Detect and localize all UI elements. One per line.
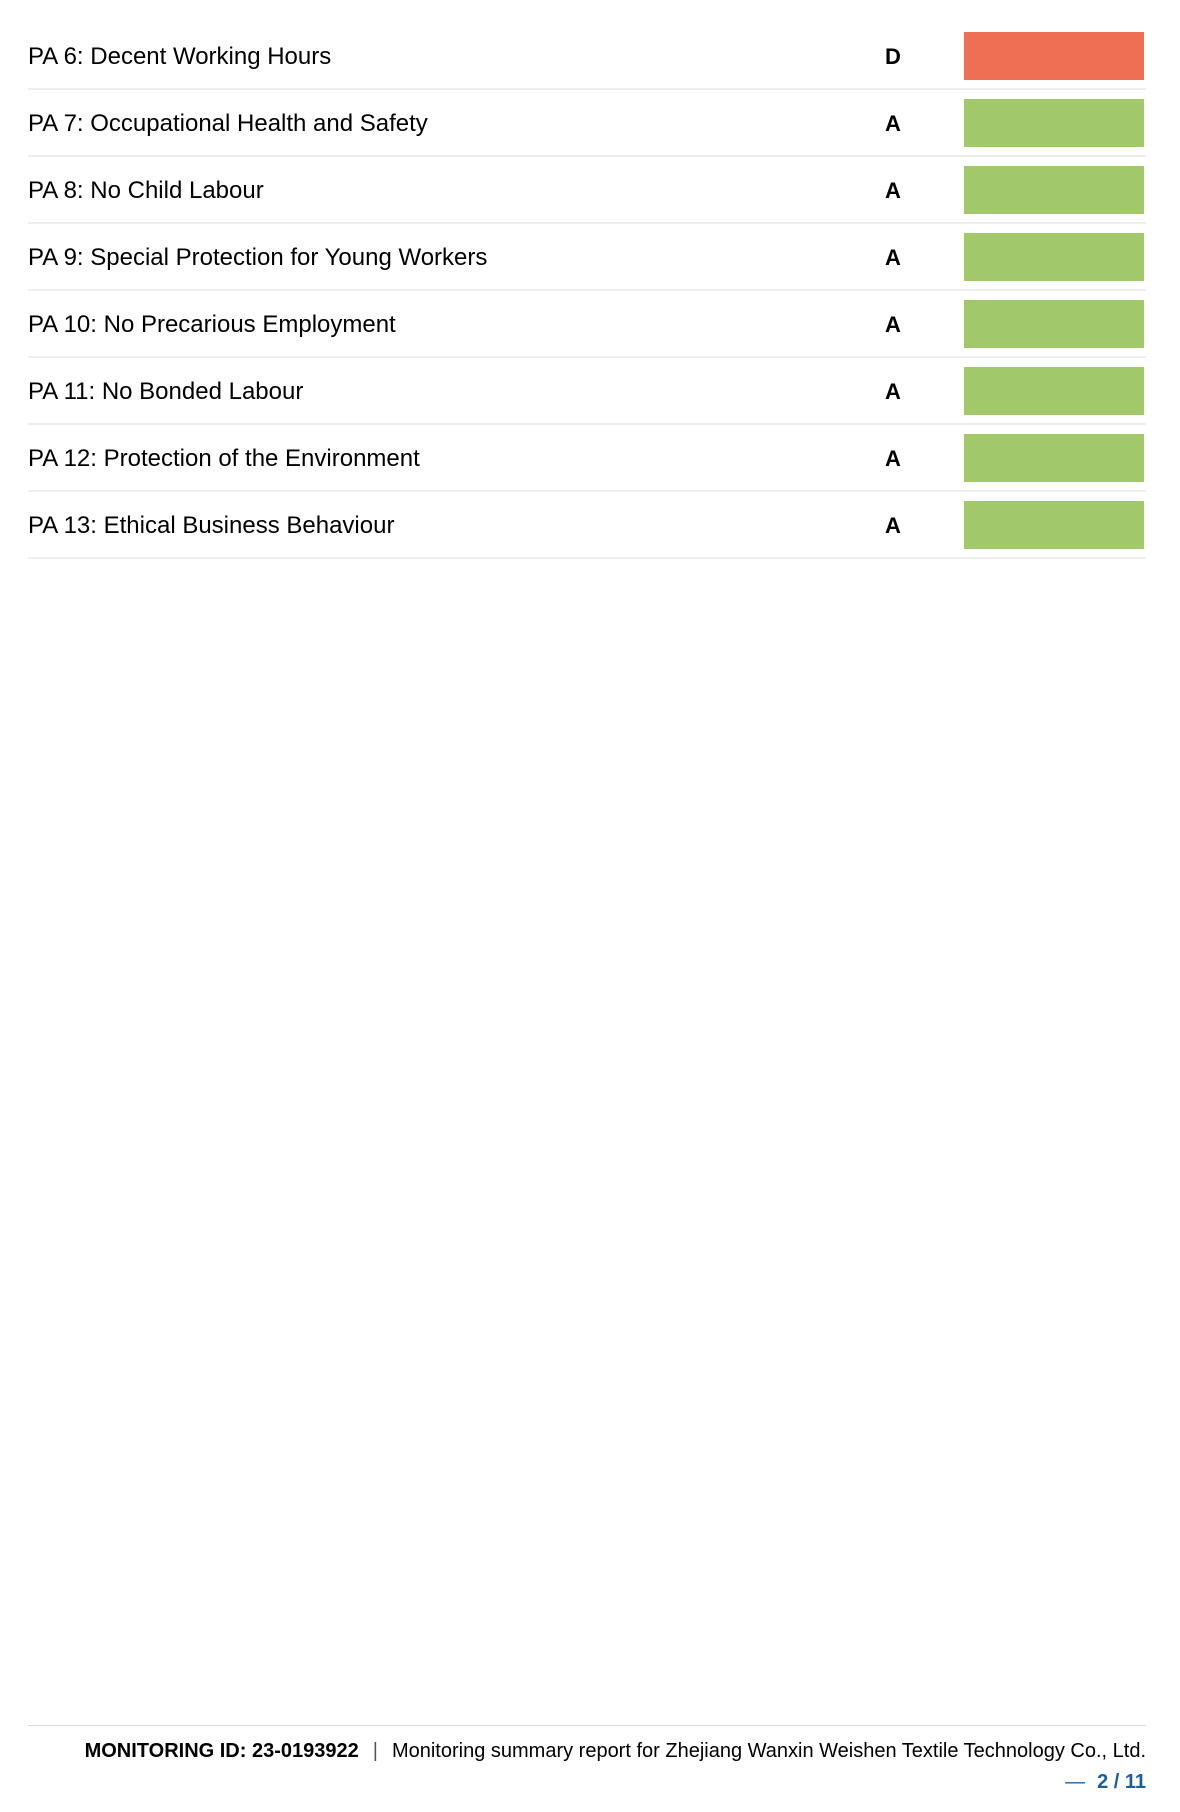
performance-area-label: PA 6: Decent Working Hours xyxy=(28,43,332,70)
rating-grade: A xyxy=(885,312,901,337)
table-row xyxy=(28,358,1146,425)
table-row xyxy=(28,425,1146,492)
rating-color-indicator xyxy=(964,434,1144,482)
page-footer xyxy=(28,1738,1146,1764)
rating-grade: D xyxy=(885,44,901,69)
rating-grade: A xyxy=(885,111,901,136)
footer-separator: | xyxy=(372,1740,378,1762)
page-indicator xyxy=(28,1769,1146,1795)
footer-divider xyxy=(28,1725,1146,1726)
table-row xyxy=(28,23,1146,90)
table-row xyxy=(28,157,1146,224)
performance-area-label: PA 12: Protection of the Environment xyxy=(28,445,420,472)
table-row xyxy=(28,291,1146,358)
performance-area-label: PA 11: No Bonded Labour xyxy=(28,378,304,405)
page-dash: — xyxy=(1065,1771,1086,1793)
performance-area-label: PA 10: No Precarious Employment xyxy=(28,311,396,338)
performance-area-label: PA 7: Occupational Health and Safety xyxy=(28,110,428,137)
rating-color-indicator xyxy=(964,32,1144,80)
page-number: 2 / 11 xyxy=(1097,1771,1146,1793)
rating-color-indicator xyxy=(964,166,1144,214)
performance-area-label: PA 13: Ethical Business Behaviour xyxy=(28,512,395,539)
table-row xyxy=(28,90,1146,157)
rating-color-indicator xyxy=(964,233,1144,281)
rating-grade: A xyxy=(885,446,901,471)
report-title: Monitoring summary report for Zhejiang Wanxin Weishen Textile Technology Co., Ltd. xyxy=(391,1740,1146,1762)
rating-color-indicator xyxy=(964,367,1144,415)
rating-color-indicator xyxy=(964,99,1144,147)
table-row xyxy=(28,492,1146,559)
rating-color-indicator xyxy=(964,501,1144,549)
rating-grade: A xyxy=(885,513,901,538)
rating-grade: A xyxy=(885,178,901,203)
rating-color-indicator xyxy=(964,300,1144,348)
performance-area-label: PA 9: Special Protection for Young Workers xyxy=(28,244,488,271)
table-row xyxy=(28,224,1146,291)
performance-area-table xyxy=(28,23,1146,559)
rating-grade: A xyxy=(885,245,901,270)
rating-grade: A xyxy=(885,379,901,404)
monitoring-id: MONITORING ID: 23-0193922 xyxy=(84,1740,359,1762)
performance-area-label: PA 8: No Child Labour xyxy=(28,177,264,204)
